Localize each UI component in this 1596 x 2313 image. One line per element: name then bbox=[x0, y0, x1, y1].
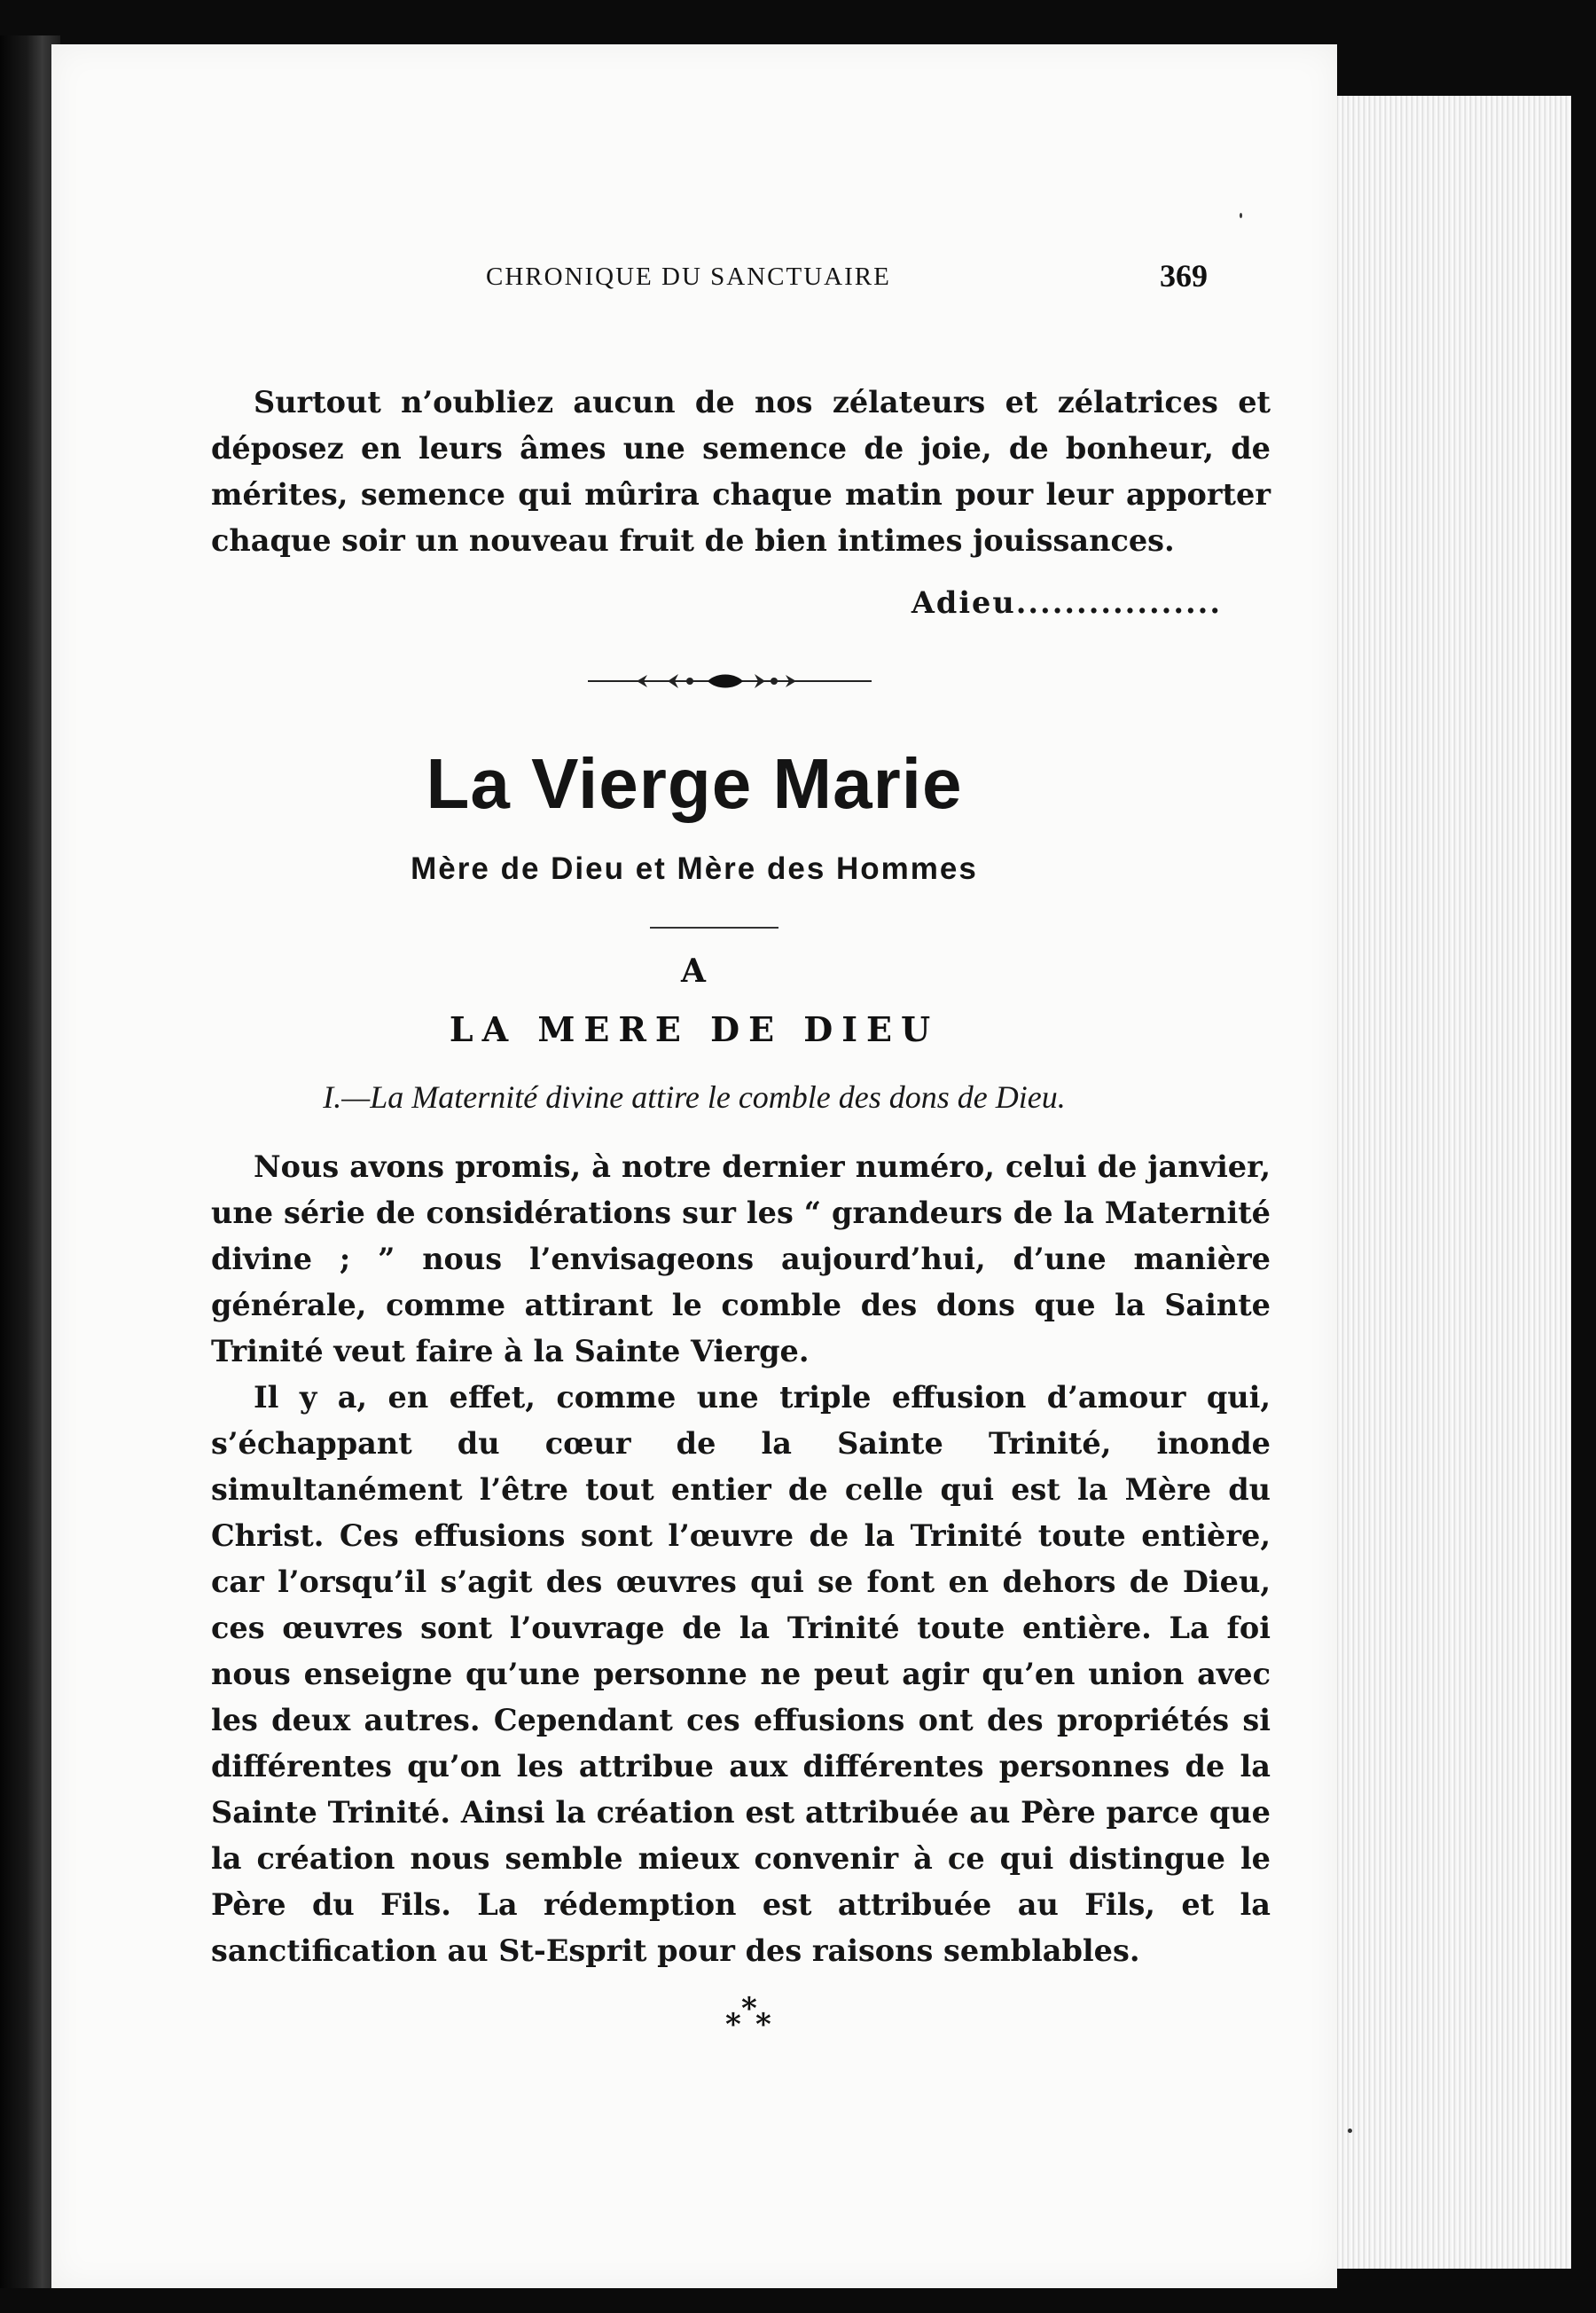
intro-paragraph: Surtout n’oubliez aucun de nos zélateurs et zélatrices et déposez en leurs âmes une semence de joie, de bonheur, de mérites, semence qui mûrira chaque matin pour leur apporter chaque soir un nouveau fruit de bien intimes jouissances. bbox=[211, 385, 1271, 558]
section-subheading: I.—La Maternité divine attire le comble des dons de Dieu. bbox=[323, 1079, 1066, 1115]
section-heading: LA MERE DE DIEU bbox=[449, 1009, 940, 1049]
page-number: 369 bbox=[1160, 258, 1208, 294]
page-stack-edge bbox=[1321, 96, 1571, 2269]
article-subtitle: Mère de Dieu et Mère des Hommes bbox=[411, 851, 978, 886]
ornament-divider bbox=[583, 665, 876, 697]
running-title: CHRONIQUE DU SANCTUAIRE bbox=[486, 263, 891, 291]
page bbox=[51, 44, 1337, 2288]
scan-speck bbox=[1348, 2129, 1352, 2133]
article-title: La Vierge Marie bbox=[426, 744, 963, 823]
asterism-star-right: * bbox=[755, 2007, 771, 2042]
title-rule bbox=[650, 927, 778, 929]
closing-adieu: Adieu................. bbox=[911, 585, 1222, 620]
asterism bbox=[725, 1991, 778, 2044]
asterism-star-left: * bbox=[725, 2007, 741, 2042]
scan-speck bbox=[1240, 213, 1242, 218]
asterism-star-top: * bbox=[741, 1991, 757, 2027]
article-paragraph-1: Nous avons promis, à notre dernier numéro, celui de janvier, une série de considérations sur les “ grandeurs de la Maternité divine ; ” nous l’envisageons aujourd’hui, d’une manière générale, comme attirant le comble des dons que la Sainte Trinité veut faire à la Sainte Vierge. bbox=[211, 1149, 1271, 1368]
article-paragraph-2: Il y a, en effet, comme une triple effusion d’amour qui, s’échappant du cœur de la Sainte Trinité, inonde simultanément l’être tout entier de celle qui est la Mère du Christ. Ces effusions sont l’œuvre de la Trinité toute entière, car l’orsqu’il s’agit des œuvres qui se font en dehors de Dieu, ces œuvres sont l’ouvrage de la Trinité toute entière. La foi nous enseigne qu’une personne ne peut agir qu’en union avec les deux autres. Cependant ces effusions ont des propriétés si différentes qu’on les attribue aux différentes personnes de la Sainte Trinité. Ainsi la création est attribuée au Père parce que la création nous semble mieux convenir à ce qui distingue le Père du Fils. La rédemption est attribuée au Fils, et la sanctification au St-Esprit pour des raisons semblables. bbox=[211, 1380, 1271, 1968]
running-head bbox=[51, 258, 1337, 298]
section-letter: A bbox=[681, 953, 708, 990]
